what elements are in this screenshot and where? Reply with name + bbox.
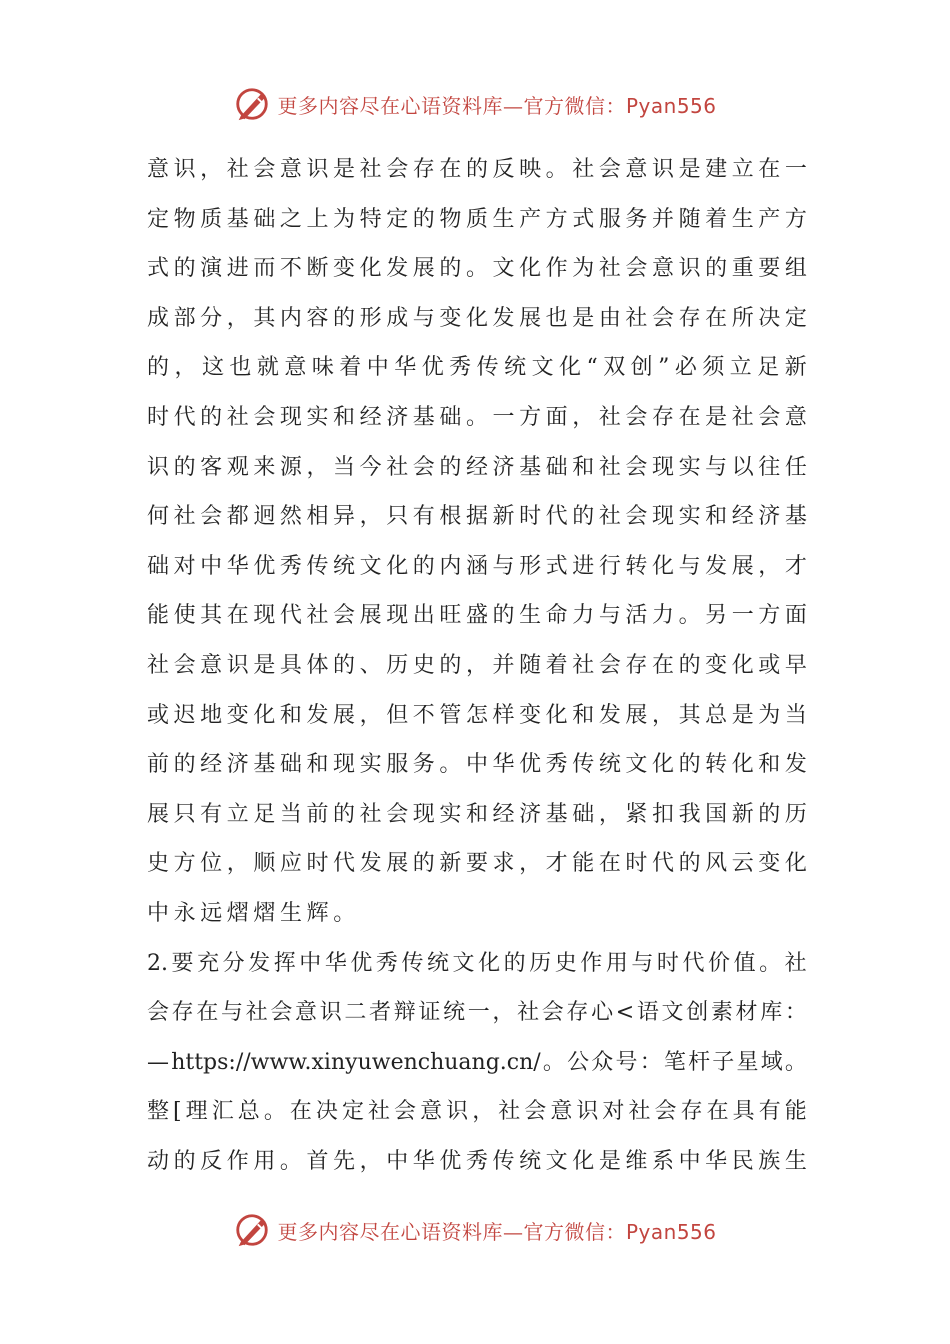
footer-banner-text: 更多内容尽在心语资料库—官方微信：Pyan556 [277,1219,717,1244]
document-body [147,145,807,1186]
text-line: 史 方 位 ， 顺 应 时 代 发 展 的 新 要 求 ， 才 能 在 时 代 的 风 云 变 化 [147,851,807,877]
text-line: 前 的 经 济 基 础 和 现 实 服 务 。 中 华 优 秀 传 统 文 化 的 转 化 和 发 [147,752,807,778]
text-line: 或 迟 地 变 化 和 发 展 ， 但 不 管 怎 样 变 化 和 发 展 ， 其 总 是 为 当 [147,702,807,728]
text-line: 识 的 客 观 来 源 ， 当 今 社 会 的 经 济 基 础 和 社 会 现 实 与 以 往 任 [147,454,807,480]
text-line: 时 代 的 社 会 现 实 和 经 济 基 础 。 一 方 面 ， 社 会 存 在 是 社 会 意 [147,404,807,430]
text-line: 何 社 会 都 迥 然 相 异 ， 只 有 根 据 新 时 代 的 社 会 现 实 和 经 济 基 [147,504,807,530]
text-line: 会 存 在 与 社 会 意 识 二 者 辩 证 统 一 ， 社 会 存 心 < 语 文 创 素 材 库 ： [147,1000,807,1026]
header-watermark-banner [0,82,950,126]
text-line: 展 只 有 立 足 当 前 的 社 会 现 实 和 经 济 基 础 ， 紧 扣 我 国 新 的 历 [147,801,807,827]
header-banner-text: 更多内容尽在心语资料库—官方微信：Pyan556 [277,93,717,118]
pen-logo-icon [233,85,271,123]
text-line: 整 [ 理 汇 总 。 在 决 定 社 会 意 识 ， 社 会 意 识 对 社 会 存 在 具 有 能 [147,1099,807,1125]
text-line: 式 的 演 进 而 不 断 变 化 发 展 的 。 文 化 作 为 社 会 意 识 的 重 要 组 [147,256,807,282]
pen-logo-icon [233,1211,271,1249]
text-line: 2. 要 充 分 发 挥 中 华 优 秀 传 统 文 化 的 历 史 作 用 与 时 代 价 值 。 社 [147,950,807,976]
text-line: 成 部 分 ， 其 内 容 的 形 成 与 变 化 发 展 也 是 由 社 会 存 在 所 决 定 [147,305,807,331]
text-line: 意 识 ， 社 会 意 识 是 社 会 存 在 的 反 映 。 社 会 意 识 是 建 立 在 一 [147,157,807,182]
text-line: 动 的 反 作 用 。 首 先 ， 中 华 优 秀 传 统 文 化 是 维 系 中 华 民 族 生 [147,1148,807,1174]
text-line: 能 使 其 在 现 代 社 会 展 现 出 旺 盛 的 生 命 力 与 活 力 。 另 一 方 面 [147,603,807,629]
text-line: 社 会 意 识 是 具 体 的 、 历 史 的 ， 并 随 着 社 会 存 在 的 变 化 或 早 [147,652,807,678]
text-line: 的 ， 这 也 就 意 味 着 中 华 优 秀 传 统 文 化 “ 双 创 ” 必 须 立 足 新 [147,355,807,381]
text-line: — https://www.xinyuwenchuang.cn/ 。 公 众 号 ： 笔 杆 子 星 域 。 [147,1049,807,1075]
text-line: 础 对 中 华 优 秀 传 统 文 化 的 内 涵 与 形 式 进 行 转 化 与 发 展 ， 才 [147,553,807,579]
text-line: 中永远熠熠生辉。 [147,900,360,926]
text-line: 定 物 质 基 础 之 上 为 特 定 的 物 质 生 产 方 式 服 务 并 随 着 生 产 方 [147,206,807,232]
footer-watermark-banner [0,1208,950,1252]
